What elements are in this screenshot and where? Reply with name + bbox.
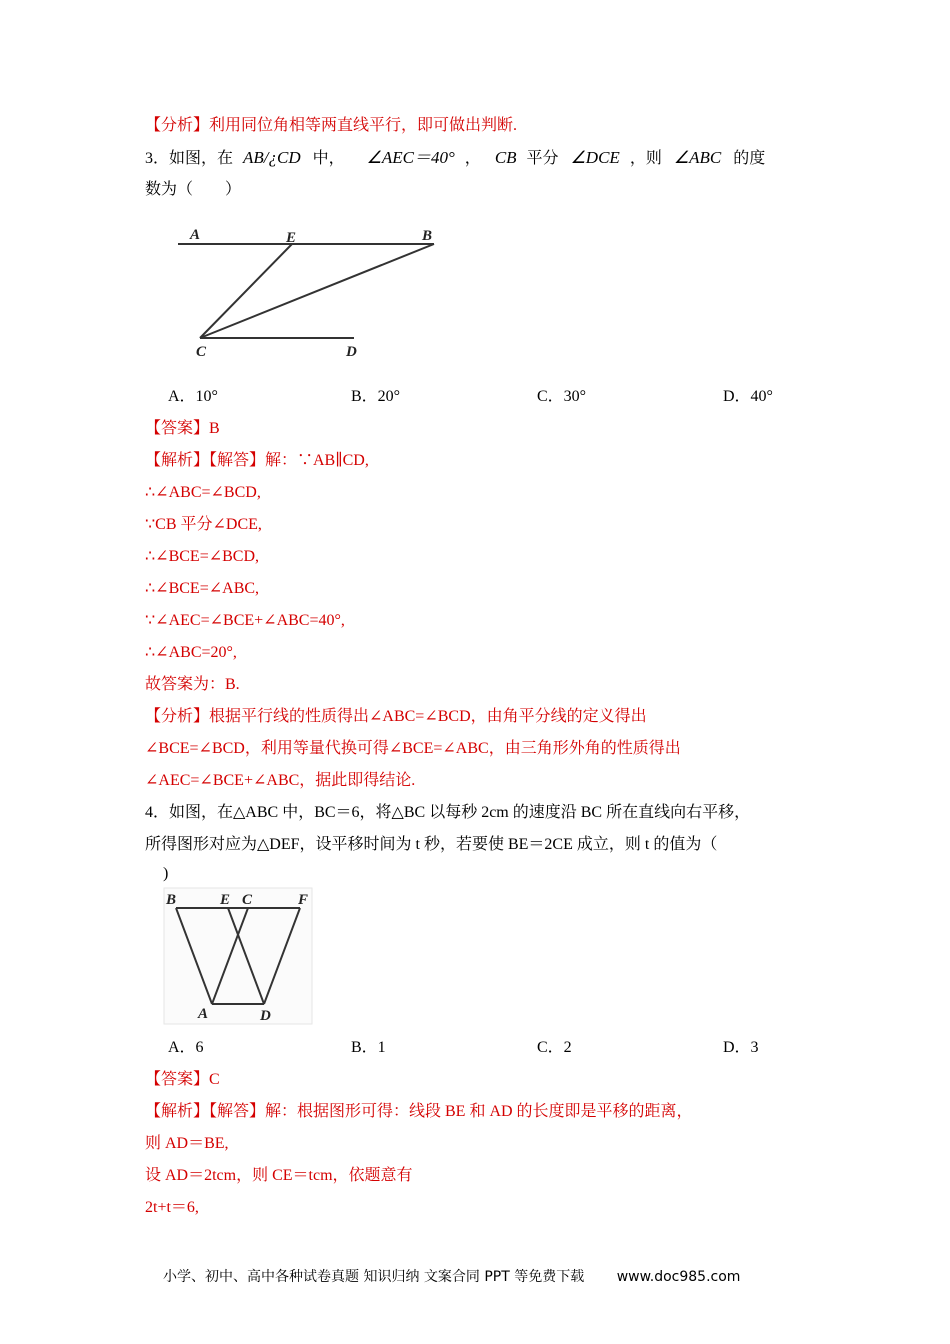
label-d: D bbox=[346, 344, 357, 360]
q2-analysis: 【分析】利用同位角相等两直线平行，即可做出判断. bbox=[145, 117, 518, 134]
footer-url[interactable]: www.doc985.com bbox=[616, 1269, 741, 1285]
q3-solution-line: 【解析】【解答】解：∵AB∥CD, bbox=[145, 452, 369, 469]
q3-option-d: D．40° bbox=[723, 388, 773, 405]
q3-solution-line: ∴∠ABC=∠BCD, bbox=[145, 484, 261, 501]
q3-answer: 【答案】B bbox=[145, 420, 220, 437]
q3-cb: CB bbox=[494, 148, 517, 167]
page-footer bbox=[163, 1268, 740, 1286]
q4-solution-line: 设 AD＝2tcm，则 CE＝tcm，依题意有 bbox=[145, 1167, 413, 1184]
q3-angle-aec: ∠AEC＝40° bbox=[366, 148, 455, 167]
label-d: D bbox=[260, 1008, 271, 1024]
label-f: F bbox=[298, 892, 309, 908]
q3-option-b: B．20° bbox=[351, 388, 401, 405]
q3-analysis-line: ∠BCE=∠BCD，利用等量代换可得∠BCE=∠ABC，由三角形外角的性质得出 bbox=[145, 740, 681, 757]
q3-solution-line: ∴∠BCE=∠BCD, bbox=[145, 548, 260, 565]
q3-stem-line1 bbox=[145, 148, 805, 169]
label-c: C bbox=[196, 344, 207, 360]
q3-number: 3．如图，在 bbox=[145, 150, 234, 167]
q3-solution-line: ∵CB 平分∠DCE, bbox=[145, 516, 262, 533]
q4-stem-line3: ) bbox=[163, 865, 169, 882]
label-e: E bbox=[286, 230, 297, 246]
label-b: B bbox=[166, 892, 177, 908]
q3-solution-line: ∴∠ABC=20°, bbox=[145, 644, 237, 661]
q3-ab-cd: AB/¿CD bbox=[243, 148, 301, 167]
label-a: A bbox=[198, 1006, 209, 1022]
q3-dedu: 的度 bbox=[733, 150, 766, 167]
q4-answer: 【答案】C bbox=[145, 1071, 220, 1088]
q3-analysis-line: ∠AEC=∠BCE+∠ABC，据此即得结论. bbox=[145, 772, 416, 789]
q3-analysis-line: 【分析】根据平行线的性质得出∠ABC=∠BCD，由角平分线的定义得出 bbox=[145, 708, 647, 725]
q3-zhong: 中， bbox=[312, 150, 345, 167]
q4-option-d: D．3 bbox=[723, 1039, 759, 1056]
label-b: B bbox=[422, 228, 433, 244]
segment-ce bbox=[200, 244, 292, 338]
q3-option-a: A．10° bbox=[168, 388, 218, 405]
q4-figure bbox=[162, 886, 314, 1026]
q3-angle-dce: ∠DCE bbox=[570, 148, 620, 167]
q3-angle-abc: ∠ABC bbox=[673, 148, 722, 167]
q3-figure bbox=[170, 222, 445, 362]
q4-stem-line2: 所得图形对应为△DEF，设平移时间为 t 秒，若要使 BE＝2CE 成立，则 t 的值为（ bbox=[145, 836, 718, 853]
q4-option-b: B．1 bbox=[351, 1039, 386, 1056]
q3-solution-line: 故答案为：B. bbox=[145, 676, 240, 693]
q4-solution-line: 2t+t＝6, bbox=[145, 1199, 199, 1216]
q3-ze: ，则 bbox=[629, 150, 662, 167]
q4-solution-line: 则 AD＝BE, bbox=[145, 1135, 229, 1152]
footer-text: 小学、初中、高中各种试卷真题 知识归纳 文案合同 PPT 等免费下载 bbox=[163, 1269, 585, 1285]
q4-option-c: C．2 bbox=[537, 1039, 572, 1056]
q3-pingfen: 平分 bbox=[526, 150, 559, 167]
label-e: E bbox=[220, 892, 231, 908]
q3-comma: ， bbox=[464, 150, 481, 167]
segment-cb bbox=[200, 244, 434, 338]
q3-solution-line: ∵∠AEC=∠BCE+∠ABC=40°, bbox=[145, 612, 345, 629]
q4-solution-line: 【解析】【解答】解：根据图形可得：线段 BE 和 AD 的长度即是平移的距离， bbox=[145, 1103, 693, 1120]
q4-option-a: A．6 bbox=[168, 1039, 204, 1056]
q3-stem-line2: 数为（ ） bbox=[145, 181, 242, 198]
q3-option-c: C．30° bbox=[537, 388, 587, 405]
q4-stem-line1: 4．如图，在△ABC 中，BC＝6，将△BC 以每秒 2cm 的速度沿 BC 所在直线向右平移， bbox=[145, 804, 751, 821]
label-a: A bbox=[190, 227, 201, 243]
q3-solution-line: ∴∠BCE=∠ABC, bbox=[145, 580, 260, 597]
label-c: C bbox=[242, 892, 253, 908]
